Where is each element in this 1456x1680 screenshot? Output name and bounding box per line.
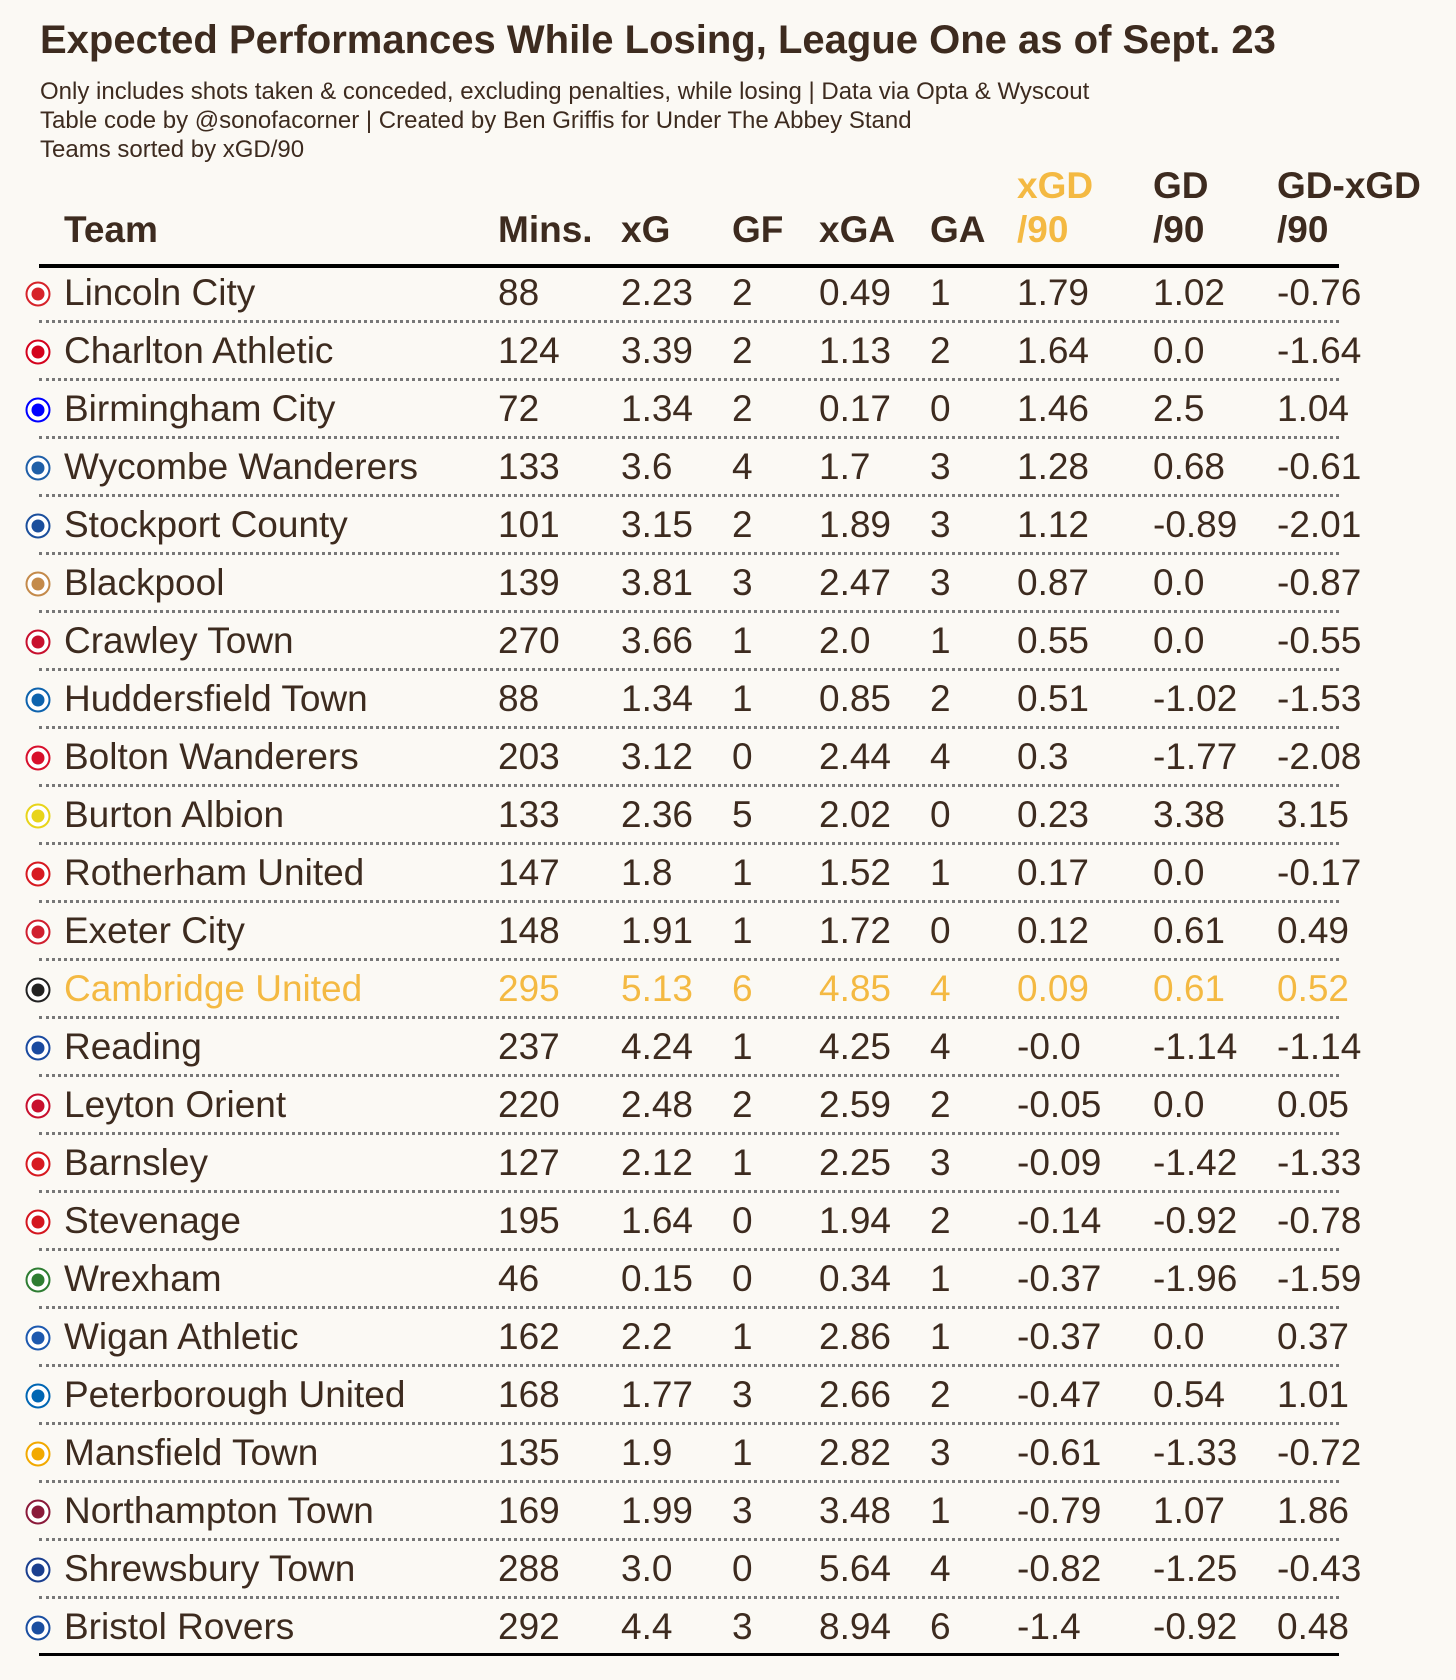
table-row <box>0 1366 1456 1424</box>
cell-xgd90: 0.17 <box>1017 852 1090 893</box>
table-row <box>0 1482 1456 1540</box>
cell-xgd90: 1.46 <box>1017 388 1090 429</box>
cell-xg: 3.39 <box>621 330 694 371</box>
cell-ga: 4 <box>930 968 951 1009</box>
cell-xg: 5.13 <box>621 968 694 1009</box>
huddersfield-town-crest-icon <box>25 687 51 713</box>
cell-xga: 4.25 <box>819 1026 892 1067</box>
cell-gdxgd90: -1.59 <box>1277 1258 1362 1299</box>
cell-gdxgd90: -1.14 <box>1277 1026 1362 1067</box>
header-gdxgd90-line-2: /90 <box>1277 209 1329 250</box>
cell-xga: 1.52 <box>819 852 892 893</box>
cell-xga: 1.89 <box>819 504 892 545</box>
cell-xga: 3.48 <box>819 1490 892 1531</box>
cell-mins: 88 <box>498 272 540 313</box>
cell-gd90: 0.0 <box>1153 330 1205 371</box>
cell-mins: 237 <box>498 1026 560 1067</box>
cell-gdxgd90: 1.04 <box>1277 388 1350 429</box>
cell-gf: 0 <box>732 1258 753 1299</box>
cell-gdxgd90: 0.05 <box>1277 1084 1350 1125</box>
cell-xga: 2.82 <box>819 1432 892 1473</box>
cell-xga: 2.47 <box>819 562 892 603</box>
table-row <box>0 670 1456 728</box>
cell-xgd90: -0.37 <box>1017 1316 1102 1357</box>
cell-gf: 0 <box>732 736 753 777</box>
wycombe-wanderers-crest-icon <box>25 455 51 481</box>
cell-xga: 2.25 <box>819 1142 892 1183</box>
cell-gd90: -1.77 <box>1153 736 1238 777</box>
cell-ga: 1 <box>930 272 951 313</box>
cell-xga: 1.7 <box>819 446 871 487</box>
table-row <box>0 902 1456 960</box>
table-row <box>0 728 1456 786</box>
cell-ga: 2 <box>930 678 951 719</box>
cell-xg: 1.91 <box>621 910 694 951</box>
cell-mins: 72 <box>498 388 540 429</box>
cell-ga: 0 <box>930 388 951 429</box>
cell-gd90: -0.92 <box>1153 1606 1238 1647</box>
cell-ga: 1 <box>930 1490 951 1531</box>
cell-xgd90: 1.28 <box>1017 446 1090 487</box>
cell-ga: 3 <box>930 562 951 603</box>
cell-team: Leyton Orient <box>64 1084 287 1125</box>
cell-ga: 2 <box>930 330 951 371</box>
cell-xga: 2.02 <box>819 794 892 835</box>
cell-team: Birmingham City <box>64 388 336 429</box>
cell-gdxgd90: -0.72 <box>1277 1432 1362 1473</box>
cell-gdxgd90: 3.15 <box>1277 794 1350 835</box>
cell-team: Stockport County <box>64 504 348 545</box>
header-xgd90-line-1: xGD <box>1017 165 1094 206</box>
cell-xgd90: -0.09 <box>1017 1142 1102 1183</box>
rotherham-united-crest-icon <box>25 861 51 887</box>
wrexham-crest-icon <box>25 1267 51 1293</box>
cell-gf: 0 <box>732 1548 753 1589</box>
cell-ga: 3 <box>930 446 951 487</box>
cell-mins: 295 <box>498 968 560 1009</box>
cell-gf: 1 <box>732 1432 753 1473</box>
cell-mins: 133 <box>498 446 560 487</box>
cell-xga: 2.66 <box>819 1374 892 1415</box>
exeter-city-crest-icon <box>25 919 51 945</box>
cell-xga: 8.94 <box>819 1606 892 1647</box>
cell-mins: 168 <box>498 1374 560 1415</box>
cell-xg: 2.12 <box>621 1142 694 1183</box>
cell-gd90: 0.68 <box>1153 446 1226 487</box>
header-xgd90-line-2: /90 <box>1017 209 1069 250</box>
cell-gdxgd90: -0.55 <box>1277 620 1362 661</box>
cell-xgd90: 0.3 <box>1017 736 1069 777</box>
header-gf: GF <box>732 209 784 250</box>
cell-ga: 3 <box>930 1142 951 1183</box>
cell-xga: 0.17 <box>819 388 892 429</box>
cell-xga: 2.44 <box>819 736 892 777</box>
stevenage-crest-icon <box>25 1209 51 1235</box>
cell-ga: 4 <box>930 1026 951 1067</box>
cell-team: Stevenage <box>64 1200 241 1241</box>
cell-gf: 2 <box>732 388 753 429</box>
cell-mins: 88 <box>498 678 540 719</box>
northampton-town-crest-icon <box>25 1499 51 1525</box>
subtitle-line-1: Only includes shots taken & conceded, excluding penalties, while losing | Data via Opta & Wyscout <box>40 78 1090 105</box>
cell-mins: 270 <box>498 620 560 661</box>
cell-gd90: -0.92 <box>1153 1200 1238 1241</box>
cell-ga: 2 <box>930 1200 951 1241</box>
cell-gdxgd90: -1.64 <box>1277 330 1362 371</box>
cell-xg: 3.15 <box>621 504 694 545</box>
cell-mins: 147 <box>498 852 560 893</box>
cell-xg: 1.34 <box>621 388 694 429</box>
cell-gd90: 2.5 <box>1153 388 1205 429</box>
cell-ga: 4 <box>930 1548 951 1589</box>
stockport-county-crest-icon <box>25 513 51 539</box>
cell-gd90: 0.0 <box>1153 620 1205 661</box>
cell-gd90: -0.89 <box>1153 504 1238 545</box>
cell-gd90: -1.02 <box>1153 678 1238 719</box>
header-ga: GA <box>930 209 986 250</box>
cell-xgd90: -0.47 <box>1017 1374 1102 1415</box>
cell-gd90: 0.54 <box>1153 1374 1226 1415</box>
cell-xg: 1.99 <box>621 1490 694 1531</box>
cell-xgd90: -0.05 <box>1017 1084 1102 1125</box>
cell-team: Exeter City <box>64 910 245 951</box>
cell-team: Mansfield Town <box>64 1432 319 1473</box>
cell-gf: 2 <box>732 504 753 545</box>
cell-ga: 2 <box>930 1374 951 1415</box>
table-row <box>0 1076 1456 1134</box>
cell-xg: 4.24 <box>621 1026 694 1067</box>
cell-gf: 1 <box>732 620 753 661</box>
cell-xga: 0.85 <box>819 678 892 719</box>
cell-xga: 0.34 <box>819 1258 892 1299</box>
cell-team: Cambridge United <box>64 968 363 1009</box>
cell-gdxgd90: 0.52 <box>1277 968 1350 1009</box>
birmingham-city-crest-icon <box>25 397 51 423</box>
cell-gdxgd90: 1.01 <box>1277 1374 1350 1415</box>
cell-xga: 5.64 <box>819 1548 892 1589</box>
cell-team: Reading <box>64 1026 202 1067</box>
cell-gdxgd90: -0.43 <box>1277 1548 1362 1589</box>
cell-xgd90: 0.23 <box>1017 794 1090 835</box>
cell-xgd90: -0.61 <box>1017 1432 1102 1473</box>
cell-ga: 2 <box>930 1084 951 1125</box>
cell-xga: 2.86 <box>819 1316 892 1357</box>
cell-gd90: -1.96 <box>1153 1258 1238 1299</box>
cambridge-united-crest-icon <box>25 977 51 1003</box>
cell-xg: 3.6 <box>621 446 673 487</box>
barnsley-crest-icon <box>25 1151 51 1177</box>
cell-team: Wycombe Wanderers <box>64 446 419 487</box>
table-row <box>0 844 1456 902</box>
cell-xg: 1.8 <box>621 852 673 893</box>
table-row <box>0 1018 1456 1076</box>
cell-gd90: 0.0 <box>1153 852 1205 893</box>
table-row <box>0 1540 1456 1598</box>
cell-xgd90: 0.55 <box>1017 620 1090 661</box>
lincoln-city-crest-icon <box>25 281 51 307</box>
table-row <box>0 960 1456 1018</box>
cell-gd90: 0.0 <box>1153 1316 1205 1357</box>
cell-xg: 3.12 <box>621 736 694 777</box>
cell-gdxgd90: 0.37 <box>1277 1316 1350 1357</box>
table-row <box>0 438 1456 496</box>
cell-mins: 162 <box>498 1316 560 1357</box>
cell-xgd90: -0.14 <box>1017 1200 1102 1241</box>
table-row <box>0 496 1456 554</box>
cell-xga: 2.0 <box>819 620 871 661</box>
cell-gf: 0 <box>732 1200 753 1241</box>
subtitle-line-3: Teams sorted by xGD/90 <box>40 136 305 163</box>
cell-xga: 1.94 <box>819 1200 892 1241</box>
crawley-town-crest-icon <box>25 629 51 655</box>
cell-mins: 169 <box>498 1490 560 1531</box>
cell-xg: 2.2 <box>621 1316 673 1357</box>
cell-team: Bolton Wanderers <box>64 736 359 777</box>
cell-gdxgd90: -1.33 <box>1277 1142 1362 1183</box>
header-xg: xG <box>621 209 671 250</box>
cell-team: Crawley Town <box>64 620 294 661</box>
cell-ga: 1 <box>930 1258 951 1299</box>
cell-mins: 203 <box>498 736 560 777</box>
cell-mins: 292 <box>498 1606 560 1647</box>
cell-gf: 1 <box>732 910 753 951</box>
cell-gdxgd90: -0.61 <box>1277 446 1362 487</box>
cell-gd90: -1.14 <box>1153 1026 1238 1067</box>
cell-gdxgd90: -0.87 <box>1277 562 1362 603</box>
wigan-athletic-crest-icon <box>25 1325 51 1351</box>
cell-xg: 1.9 <box>621 1432 673 1473</box>
cell-xg: 3.0 <box>621 1548 673 1589</box>
cell-gf: 3 <box>732 1606 753 1647</box>
table-row <box>0 1598 1456 1656</box>
cell-gdxgd90: -1.53 <box>1277 678 1362 719</box>
shrewsbury-town-crest-icon <box>25 1557 51 1583</box>
table-row <box>0 380 1456 438</box>
cell-mins: 135 <box>498 1432 560 1473</box>
chart-title: Expected Performances While Losing, League One as of Sept. 23 <box>40 18 1276 62</box>
cell-team: Northampton Town <box>64 1490 374 1531</box>
cell-gf: 3 <box>732 1490 753 1531</box>
cell-xgd90: -0.82 <box>1017 1548 1102 1589</box>
cell-team: Lincoln City <box>64 272 256 313</box>
cell-xgd90: 0.12 <box>1017 910 1090 951</box>
cell-xgd90: -1.4 <box>1017 1606 1081 1647</box>
cell-xgd90: -0.37 <box>1017 1258 1102 1299</box>
header-gd90-line-1: GD <box>1153 165 1209 206</box>
header-xga: xGA <box>819 209 896 250</box>
cell-gf: 6 <box>732 968 753 1009</box>
cell-xga: 4.85 <box>819 968 892 1009</box>
cell-gdxgd90: -0.17 <box>1277 852 1362 893</box>
header-team: Team <box>64 209 158 250</box>
cell-xg: 0.15 <box>621 1258 694 1299</box>
cell-mins: 139 <box>498 562 560 603</box>
cell-team: Shrewsbury Town <box>64 1548 356 1589</box>
cell-team: Bristol Rovers <box>64 1606 295 1647</box>
cell-gd90: -1.25 <box>1153 1548 1238 1589</box>
cell-gf: 4 <box>732 446 753 487</box>
cell-xg: 1.34 <box>621 678 694 719</box>
cell-gf: 2 <box>732 330 753 371</box>
cell-gd90: 1.02 <box>1153 272 1226 313</box>
cell-xg: 3.81 <box>621 562 694 603</box>
header-mins: Mins. <box>498 209 593 250</box>
cell-xgd90: 1.64 <box>1017 330 1090 371</box>
cell-xg: 2.36 <box>621 794 694 835</box>
cell-gd90: -1.33 <box>1153 1432 1238 1473</box>
cell-ga: 1 <box>930 1316 951 1357</box>
table-row <box>0 1308 1456 1366</box>
cell-gd90: 0.61 <box>1153 910 1226 951</box>
cell-team: Burton Albion <box>64 794 285 835</box>
cell-xgd90: 1.79 <box>1017 272 1090 313</box>
cell-gd90: -1.42 <box>1153 1142 1238 1183</box>
cell-mins: 46 <box>498 1258 540 1299</box>
cell-team: Wigan Athletic <box>64 1316 299 1357</box>
cell-team: Rotherham United <box>64 852 365 893</box>
table-row <box>0 1424 1456 1482</box>
table-row <box>0 264 1456 322</box>
cell-gdxgd90: 1.86 <box>1277 1490 1350 1531</box>
cell-gd90: 0.61 <box>1153 968 1226 1009</box>
cell-gdxgd90: 0.49 <box>1277 910 1350 951</box>
cell-mins: 148 <box>498 910 560 951</box>
cell-gf: 2 <box>732 272 753 313</box>
cell-team: Charlton Athletic <box>64 330 334 371</box>
cell-ga: 4 <box>930 736 951 777</box>
cell-gdxgd90: -0.78 <box>1277 1200 1362 1241</box>
cell-ga: 6 <box>930 1606 951 1647</box>
cell-xg: 3.66 <box>621 620 694 661</box>
cell-mins: 124 <box>498 330 560 371</box>
cell-gd90: 0.0 <box>1153 1084 1205 1125</box>
cell-gd90: 3.38 <box>1153 794 1226 835</box>
burton-albion-crest-icon <box>25 803 51 829</box>
cell-gdxgd90: 0.48 <box>1277 1606 1350 1647</box>
subtitle-line-2: Table code by @sonofacorner | Created by Ben Griffis for Under The Abbey Stand <box>40 107 912 134</box>
mansfield-town-crest-icon <box>25 1441 51 1467</box>
cell-gf: 2 <box>732 1084 753 1125</box>
cell-mins: 133 <box>498 794 560 835</box>
cell-team: Huddersfield Town <box>64 678 368 719</box>
cell-xg: 1.64 <box>621 1200 694 1241</box>
cell-xga: 1.72 <box>819 910 892 951</box>
cell-ga: 1 <box>930 620 951 661</box>
cell-mins: 220 <box>498 1084 560 1125</box>
cell-gf: 1 <box>732 1316 753 1357</box>
cell-team: Peterborough United <box>64 1374 406 1415</box>
bristol-rovers-crest-icon <box>25 1615 51 1641</box>
table-row <box>0 1192 1456 1250</box>
cell-xgd90: -0.0 <box>1017 1026 1081 1067</box>
cell-gf: 3 <box>732 1374 753 1415</box>
cell-gf: 3 <box>732 562 753 603</box>
cell-ga: 0 <box>930 794 951 835</box>
cell-xg: 2.48 <box>621 1084 694 1125</box>
cell-ga: 1 <box>930 852 951 893</box>
cell-gdxgd90: -0.76 <box>1277 272 1362 313</box>
cell-xgd90: -0.79 <box>1017 1490 1102 1531</box>
bolton-wanderers-crest-icon <box>25 745 51 771</box>
cell-xg: 4.4 <box>621 1606 673 1647</box>
cell-xgd90: 0.09 <box>1017 968 1090 1009</box>
reading-crest-icon <box>25 1035 51 1061</box>
cell-xg: 2.23 <box>621 272 694 313</box>
cell-xg: 1.77 <box>621 1374 694 1415</box>
cell-team: Wrexham <box>64 1258 222 1299</box>
cell-xga: 0.49 <box>819 272 892 313</box>
cell-gdxgd90: -2.01 <box>1277 504 1362 545</box>
bottom-rule <box>39 1653 1339 1656</box>
cell-ga: 0 <box>930 910 951 951</box>
header-gd90-line-2: /90 <box>1153 209 1205 250</box>
cell-team: Blackpool <box>64 562 225 603</box>
charlton-athletic-crest-icon <box>25 339 51 365</box>
table-row <box>0 786 1456 844</box>
cell-team: Barnsley <box>64 1142 208 1183</box>
cell-xga: 1.13 <box>819 330 892 371</box>
cell-mins: 288 <box>498 1548 560 1589</box>
cell-gd90: 0.0 <box>1153 562 1205 603</box>
cell-gf: 5 <box>732 794 753 835</box>
blackpool-crest-icon <box>25 571 51 597</box>
table-row <box>0 1134 1456 1192</box>
cell-xgd90: 0.51 <box>1017 678 1090 719</box>
cell-xga: 2.59 <box>819 1084 892 1125</box>
cell-gf: 1 <box>732 1026 753 1067</box>
cell-gf: 1 <box>732 852 753 893</box>
table-row <box>0 612 1456 670</box>
peterborough-united-crest-icon <box>25 1383 51 1409</box>
table-row <box>0 322 1456 380</box>
cell-xgd90: 1.12 <box>1017 504 1090 545</box>
cell-gd90: 1.07 <box>1153 1490 1226 1531</box>
cell-gf: 1 <box>732 1142 753 1183</box>
table-row <box>0 1250 1456 1308</box>
cell-xgd90: 0.87 <box>1017 562 1090 603</box>
header-gdxgd90-line-1: GD-xGD <box>1277 165 1421 206</box>
cell-ga: 3 <box>930 1432 951 1473</box>
cell-gf: 1 <box>732 678 753 719</box>
leyton-orient-crest-icon <box>25 1093 51 1119</box>
cell-ga: 3 <box>930 504 951 545</box>
cell-mins: 127 <box>498 1142 560 1183</box>
cell-mins: 101 <box>498 504 560 545</box>
table-row <box>0 554 1456 612</box>
cell-gdxgd90: -2.08 <box>1277 736 1362 777</box>
cell-mins: 195 <box>498 1200 560 1241</box>
